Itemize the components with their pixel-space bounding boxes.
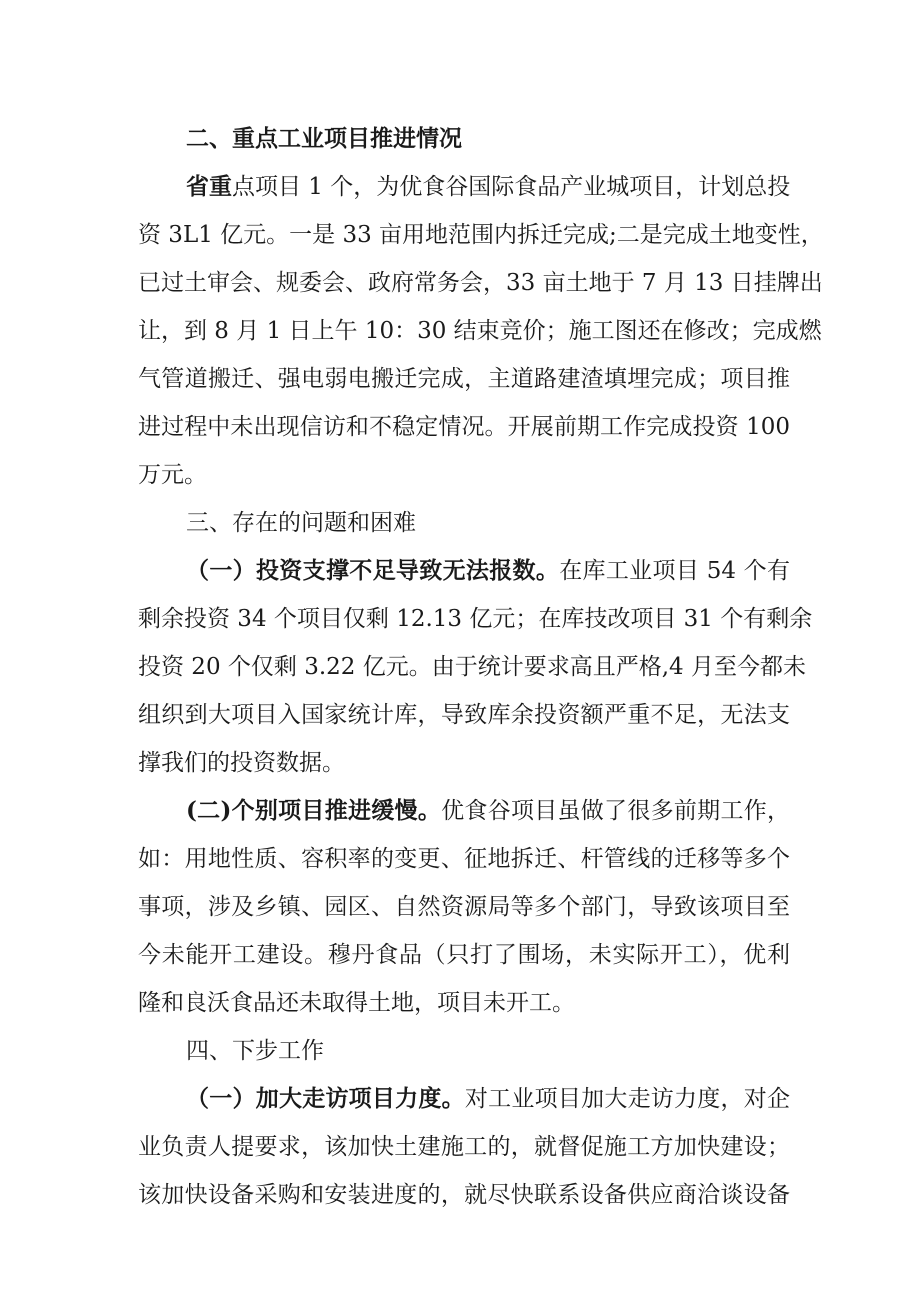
- paragraph-text: 在库工业项目 54 个有: [559, 558, 791, 584]
- section-heading-4: 四、下步工作: [186, 1038, 324, 1064]
- next-1-title: （一）加大走访项目力度。: [186, 1085, 465, 1112]
- paragraph-line: 隆和良沃食品还未取得土地，项目未开工。: [138, 990, 575, 1016]
- paragraph-line: 撑我们的投资数据。: [138, 750, 345, 776]
- paragraph-line: 投资 20 个仅剩 3.22 亿元。由于统计要求高且严格,4 月至今都未: [138, 654, 806, 680]
- section-heading-3: 三、存在的问题和困难: [186, 510, 416, 536]
- section-heading-2: 二、重点工业项目推进情况: [186, 125, 462, 152]
- issue-2-title: (二)个别项目推进缓慢。: [186, 797, 442, 824]
- paragraph-line: 该加快设备采购和安装进度的，就尽快联系设备供应商洽谈设备: [138, 1182, 790, 1208]
- paragraph-line: [186, 796, 790, 826]
- paragraph-line: 让，到 8 月 1 日上午 10：30 结束竞价；施工图还在修改；完成燃: [138, 318, 822, 344]
- bold-lead: 省重: [186, 173, 232, 200]
- paragraph-line: 业负责人提要求，该加快土建施工的，就督促施工方加快建设；: [138, 1134, 790, 1160]
- paragraph-line: 气管道搬迁、强电弱电搬迁完成，主道路建渣填埋完成；项目推: [138, 366, 790, 392]
- paragraph-line: 今未能开工建设。穆丹食品（只打了围场，未实际开工），优利: [138, 942, 790, 968]
- paragraph-line: [186, 556, 790, 586]
- paragraph-text: 点项目 1 个，为优食谷国际食品产业城项目，计划总投: [232, 174, 791, 200]
- paragraph-line: 资 3L1 亿元。一是 33 亩用地范围内拆迁完成;二是完成土地变性，: [138, 222, 824, 248]
- paragraph-line: [186, 1084, 790, 1114]
- paragraph-text: 对工业项目加大走访力度，对企: [464, 1086, 791, 1112]
- issue-1-title: （一）投资支撑不足导致无法报数。: [186, 557, 560, 584]
- paragraph-text: 优食谷项目虽做了很多前期工作，: [441, 798, 791, 824]
- paragraph-line: 组织到大项目入国家统计库，导致库余投资额严重不足，无法支: [138, 702, 790, 728]
- paragraph-line: [186, 172, 790, 202]
- paragraph-line: 事项，涉及乡镇、园区、自然资源局等多个部门，导致该项目至: [138, 894, 790, 920]
- paragraph-line: 已过土审会、规委会、政府常务会，33 亩土地于 7 月 13 日挂牌出: [138, 270, 823, 296]
- paragraph-line: 如：用地性质、容积率的变更、征地拆迁、杆管线的迁移等多个: [138, 846, 790, 872]
- paragraph-line: 剩余投资 34 个项目仅剩 12.13 亿元；在库技改项目 31 个有剩余: [138, 606, 813, 632]
- paragraph-line: 进过程中未出现信访和不稳定情况。开展前期工作完成投资 100: [138, 414, 790, 440]
- paragraph-line: 万元。: [138, 462, 207, 488]
